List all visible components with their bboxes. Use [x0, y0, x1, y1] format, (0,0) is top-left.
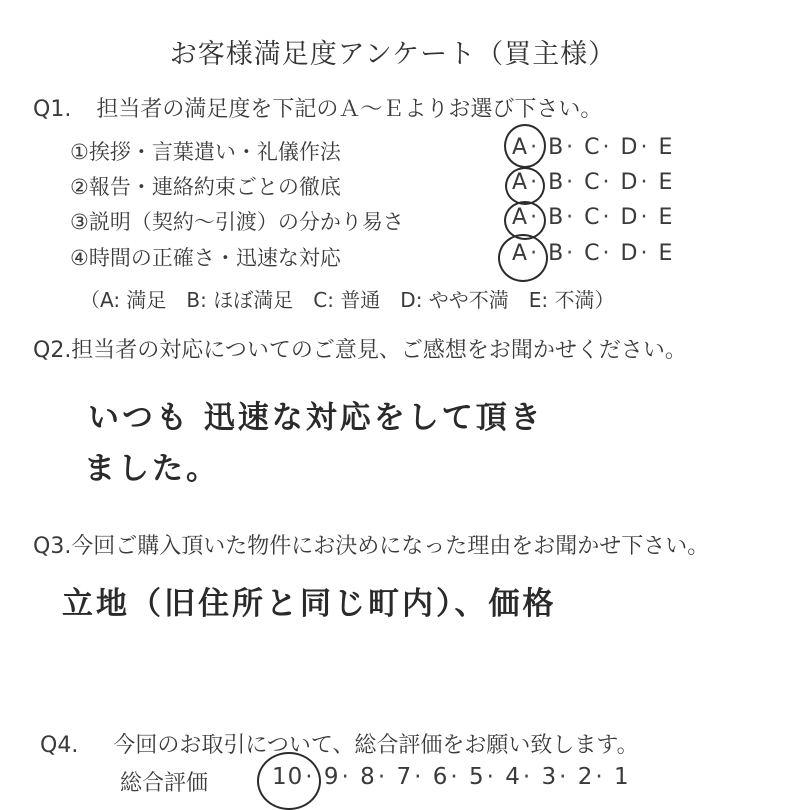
rating-7[interactable]: 7 — [396, 764, 413, 790]
option-e[interactable]: E — [658, 205, 674, 230]
q1-options-row-4[interactable]: A· B· C· D· E — [512, 241, 674, 266]
rating-selection-circle — [257, 752, 321, 810]
option-a[interactable]: A — [512, 135, 529, 160]
q4-text: 今回のお取引について、総合評価をお願い致します。 — [113, 733, 639, 758]
q1-text: 担当者の満足度を下記のＡ～Ｅよりお選び下さい。 — [96, 97, 603, 122]
option-a[interactable]: A — [512, 241, 529, 266]
option-b[interactable]: B — [548, 135, 565, 160]
q1-options-row-2[interactable]: A· B· C· D· E — [512, 170, 674, 195]
option-b[interactable]: B — [548, 241, 565, 266]
option-b[interactable]: B — [548, 205, 565, 230]
rating-label: 総合評価 — [120, 771, 209, 796]
q1-question — [33, 92, 602, 123]
rating-9[interactable]: 9 — [323, 764, 340, 790]
rating-5[interactable]: 5 — [468, 764, 485, 790]
q1-item-3: ③説明（契約～引渡）の分かり易さ — [70, 210, 404, 234]
q3-question: Q3.今回ご購入頂いた物件にお決めになった理由をお聞かせ下さい。 — [33, 534, 710, 559]
q2-answer-line-2: ました。 — [84, 451, 220, 487]
rating-2[interactable]: 2 — [577, 764, 594, 790]
q4-question — [40, 728, 639, 759]
rating-3[interactable]: 3 — [541, 764, 558, 790]
q2-answer-line-1: いつも 迅速な対応をして頂き — [88, 400, 544, 436]
option-d[interactable]: D — [620, 241, 639, 266]
option-a[interactable]: A — [512, 170, 529, 195]
option-a[interactable]: A — [512, 205, 529, 230]
selection-circle-2 — [505, 167, 545, 205]
rating-1[interactable]: 1 — [614, 764, 630, 790]
option-c[interactable]: C — [584, 205, 601, 230]
q4-label: Q4. — [40, 733, 79, 758]
option-d[interactable]: D — [620, 135, 639, 160]
selection-circle-1 — [504, 124, 546, 168]
q1-label: Q1. — [33, 97, 72, 122]
option-c[interactable]: C — [584, 241, 601, 266]
option-e[interactable]: E — [658, 135, 674, 160]
q1-item-1: ①挨拶・言葉遣い・礼儀作法 — [70, 140, 341, 164]
option-e[interactable]: E — [658, 241, 674, 266]
rating-4[interactable]: 4 — [505, 764, 521, 790]
option-d[interactable]: D — [620, 205, 639, 230]
option-e[interactable]: E — [658, 170, 674, 195]
rating-10[interactable]: 10 — [272, 764, 304, 790]
q1-options-row-1[interactable]: A· B· C· D· E — [512, 135, 674, 160]
q2-question: Q2.担当者の対応についてのご意見、ご感想をお聞かせください。 — [33, 338, 687, 363]
q1-item-2: ②報告・連絡約束ごとの徹底 — [70, 175, 341, 199]
selection-circle-4 — [498, 234, 548, 282]
option-b[interactable]: B — [548, 170, 565, 195]
q1-legend: （A: 満足 B: ほぼ満足 C: 普通 D: やや不満 E: 不満） — [80, 288, 615, 312]
q1-options-row-3[interactable]: A· B· C· D· E — [512, 205, 674, 230]
q1-item-4: ④時間の正確さ・迅速な対応 — [70, 246, 341, 270]
option-c[interactable]: C — [584, 135, 601, 160]
option-d[interactable]: D — [620, 170, 639, 195]
rating-scale[interactable]: 10· 9· 8· 7· 6· 5· 4· 3· 2· 1 — [272, 764, 630, 790]
rating-8[interactable]: 8 — [360, 764, 376, 790]
option-c[interactable]: C — [584, 170, 601, 195]
survey-title: お客様満足度アンケート（買主様） — [169, 39, 617, 70]
rating-6[interactable]: 6 — [432, 764, 449, 790]
q3-answer: 立地（旧住所と同じ町内）、価格 — [62, 586, 557, 622]
